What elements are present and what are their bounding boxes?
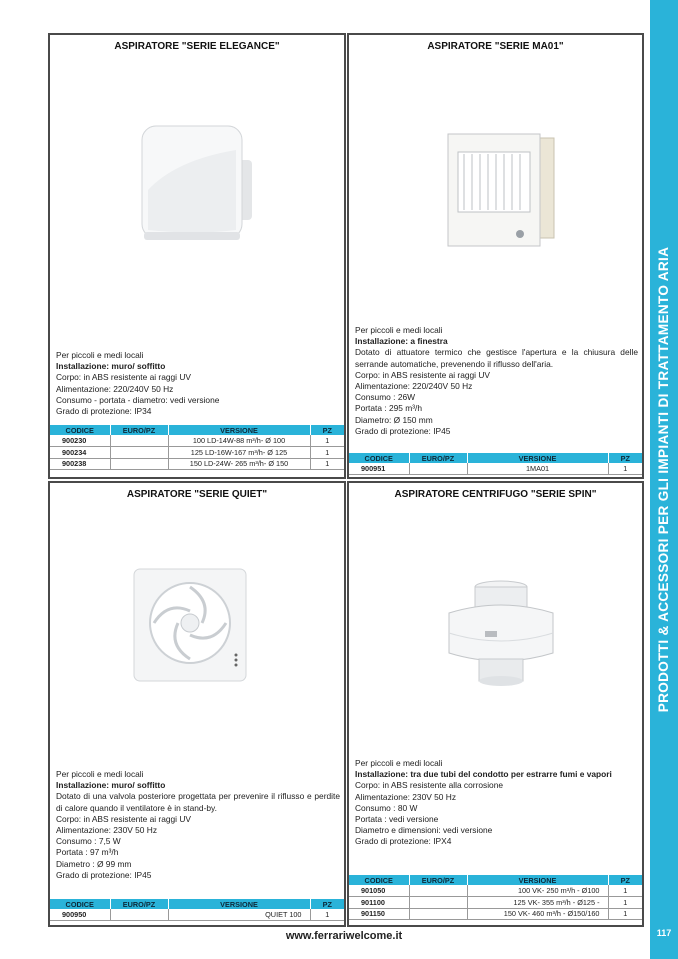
desc-line: Per piccoli e medi locali (355, 325, 443, 335)
desc-line: Consumo : 26W (355, 392, 416, 403)
table-row: 900230 100 LD-14W-88 m³/h- Ø 100 1 (50, 435, 344, 447)
desc-line: Installazione: muro/ soffitto (56, 361, 166, 372)
page-number: 117 (656, 928, 672, 938)
description (355, 758, 638, 848)
desc-line: Portata : vedi versione (355, 814, 439, 825)
description (56, 350, 340, 417)
table-row: 901050 100 VK- 250 m³/h - Ø100 1 (349, 885, 642, 897)
panel-title: ASPIRATORE "SERIE MA01" (427, 41, 564, 52)
side-title-text: PRODOTTI & ACCESSORI PER GLI IMPIANTI DI TRATTAMENTO ARIA (656, 246, 672, 713)
col-codice: CODICE (349, 453, 409, 463)
col-versione: VERSIONE (168, 425, 310, 435)
col-versione: VERSIONE (467, 453, 608, 463)
col-pz: PZ (310, 425, 344, 435)
desc-line: Grado di protezione: IP34 (56, 406, 152, 417)
panel-title: ASPIRATORE CENTRIFUGO "SERIE SPIN" (394, 489, 597, 500)
table-header-row (50, 899, 344, 909)
col-euro: EURO/PZ (110, 425, 168, 435)
table-row: 900950 QUIET 100 1 (50, 909, 344, 921)
desc-line: Corpo: in ABS resistente alla corrosione (355, 780, 504, 791)
desc-line: Alimentazione: 220/240V 50 Hz (355, 381, 473, 392)
fan-ma01-image (444, 130, 559, 252)
desc-line: Diametro : Ø 99 mm (56, 858, 132, 869)
desc-line: Per piccoli e medi locali (355, 758, 443, 768)
desc-line: Portata : 97 m³/h (56, 847, 119, 858)
desc-line: Consumo : 80 W (355, 802, 418, 813)
desc-line: Corpo: in ABS resistente ai raggi UV (56, 813, 191, 824)
col-euro: EURO/PZ (409, 875, 467, 885)
table-row: 900234 125 LD-16W-167 m³/h- Ø 125 1 (50, 447, 344, 459)
table-row: 901100 125 VK- 355 m³/h - Ø125 - 1 (349, 897, 642, 909)
desc-line: Corpo: in ABS resistente ai raggi UV (355, 369, 490, 380)
desc-line: Installazione: a finestra (355, 336, 448, 347)
table-header-row (50, 425, 344, 435)
desc-line: Diametro e dimensioni: vedi versione (355, 825, 493, 836)
col-codice: CODICE (349, 875, 409, 885)
product-table (349, 453, 642, 475)
desc-line: Corpo: in ABS resistente ai raggi UV (56, 372, 191, 383)
desc-line: Alimentazione: 230V 50 Hz (355, 791, 457, 802)
col-codice: CODICE (50, 899, 110, 909)
desc-line: Alimentazione: 230V 50 Hz (56, 825, 158, 836)
desc-line: Dotato di una valvola posteriore progettata per prevenire il riflusso e perdite di calore quando il ventilatore è in stand-by. (56, 791, 340, 813)
panel-title: ASPIRATORE "SERIE ELEGANCE" (114, 41, 280, 52)
side-title (650, 0, 678, 959)
table-header-row (349, 875, 642, 885)
desc-line: Consumo - portata - diametro: vedi versione (56, 394, 220, 405)
description (355, 325, 638, 437)
product-table (349, 875, 642, 920)
desc-line: Per piccoli e medi locali (56, 350, 144, 360)
col-pz: PZ (608, 875, 642, 885)
product-table (50, 899, 344, 921)
desc-line: Grado di protezione: IP45 (56, 869, 152, 880)
desc-line: Alimentazione: 220/240V 50 Hz (56, 383, 174, 394)
desc-line: Dotato di attuatore termico che gestisce l'apertura e la chiusura delle serrande automatiche, prevenendo il riflusso dell'aria. (355, 347, 638, 369)
description (56, 769, 340, 881)
table-row: 900238 150 LD-24W- 265 m³/h- Ø 150 1 (50, 458, 344, 470)
fan-elegance-image (136, 120, 260, 255)
panel-elegance (48, 33, 346, 479)
website-link[interactable] (0, 930, 678, 942)
desc-line: Installazione: tra due tubi del condotto per estrarre fumi e vapori (355, 769, 612, 780)
panel-ma01 (347, 33, 644, 479)
col-euro: EURO/PZ (409, 453, 467, 463)
table-row: 900951 1MA01 1 (349, 463, 642, 475)
fan-quiet-image (132, 567, 252, 687)
col-euro: EURO/PZ (110, 899, 168, 909)
desc-line: Consumo : 7,5 W (56, 836, 121, 847)
table-header-row (349, 453, 642, 463)
panel-spin (347, 481, 644, 927)
col-pz: PZ (310, 899, 344, 909)
desc-line: Grado di protezione: IPX4 (355, 836, 452, 847)
desc-line: Installazione: muro/ soffitto (56, 780, 166, 791)
col-codice: CODICE (50, 425, 110, 435)
desc-line: Portata : 295 m³/h (355, 403, 423, 414)
table-row: 901150 150 VK- 460 m³/h - Ø150/160 1 (349, 908, 642, 920)
desc-line: Diametro: Ø 150 mm (355, 414, 433, 425)
col-versione: VERSIONE (168, 899, 310, 909)
panel-title: ASPIRATORE "SERIE QUIET" (126, 489, 268, 500)
product-table (50, 425, 344, 470)
desc-line: Grado di protezione: IP45 (355, 425, 451, 436)
fan-spin-image (441, 573, 561, 693)
panel-quiet (48, 481, 346, 927)
desc-line: Per piccoli e medi locali (56, 769, 144, 779)
col-pz: PZ (608, 453, 642, 463)
website-text[interactable]: www.ferrariwelcome.it (285, 930, 403, 942)
col-versione: VERSIONE (467, 875, 608, 885)
